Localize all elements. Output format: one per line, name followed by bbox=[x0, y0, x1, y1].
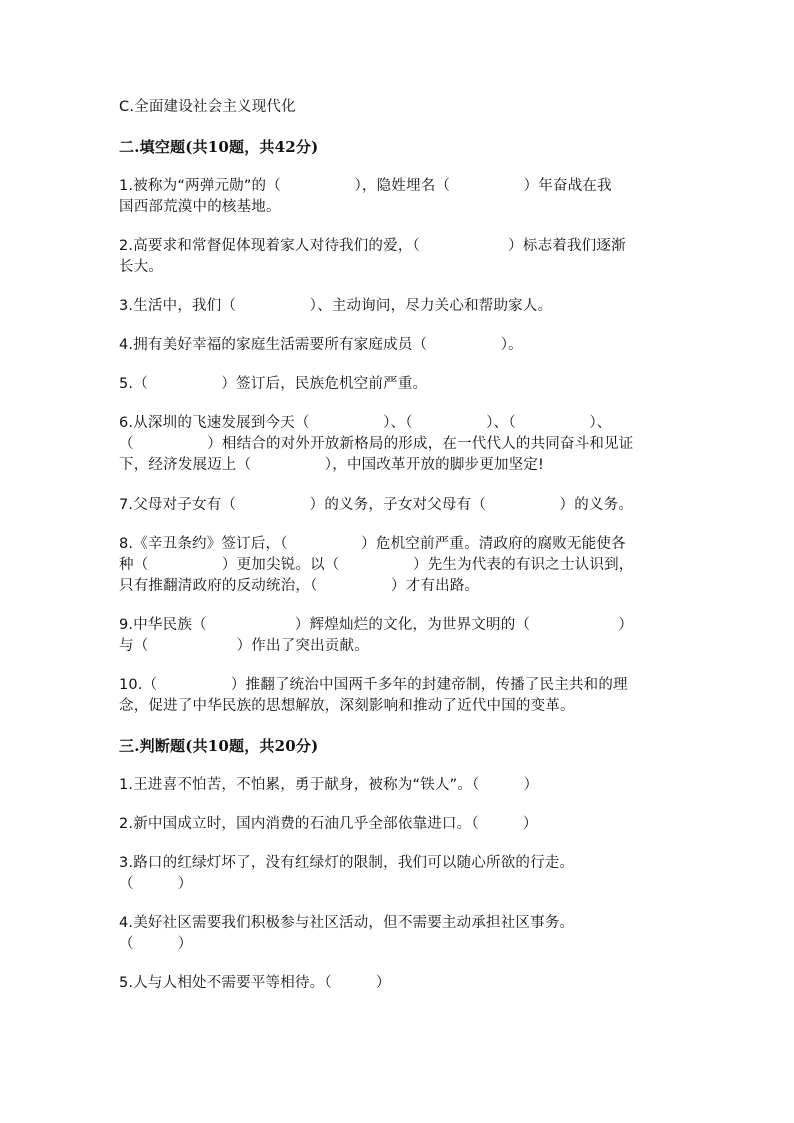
fill-q10-line1: 10.（ ）推翻了统治中国两千多年的封建帝制，传播了民主共和的理 bbox=[119, 677, 628, 693]
fill-q5: 5.（ ）签订后，民族危机空前严重。 bbox=[119, 376, 428, 392]
judge-q1: 1.王进喜不怕苦，不怕累，勇于献身，被称为“铁人”。（ ） bbox=[119, 777, 539, 793]
fill-q8-line3: 只有推翻清政府的反动统治，（ ）才有出路。 bbox=[119, 578, 480, 594]
fill-q1-line2: 国西部荒漠中的核基地。 bbox=[119, 199, 281, 215]
fill-q9-line2: 与（ ）作出了突出贡献。 bbox=[119, 638, 369, 654]
judge-q4-line2: （ ） bbox=[119, 936, 193, 952]
fill-q6-line2: （ ）相结合的对外开放新格局的形成，在一代代人的共同奋斗和见证 bbox=[119, 436, 634, 452]
fill-q3: 3.生活中，我们（ ）、主动询问，尽力关心和帮助家人。 bbox=[119, 298, 553, 314]
fill-q2-line2: 长大。 bbox=[119, 259, 164, 275]
fill-q2-line1: 2.高要求和常督促体现着家人对待我们的爱，（ ）标志着我们逐渐 bbox=[119, 238, 626, 254]
fill-q10-line2: 念，促进了中华民族的思想解放，深刻影响和推动了近代中国的变革。 bbox=[119, 698, 575, 714]
fill-q6-line1: 6.从深圳的飞速发展到今天（ ）、（ ）、（ ）、 bbox=[119, 415, 612, 431]
fill-q6-line3: 下，经济发展迈上（ ），中国改革开放的脚步更加坚定! bbox=[119, 457, 545, 473]
judge-q3-line2: （ ） bbox=[119, 876, 193, 892]
section-2-heading: 二.填空题(共10题，共42分) bbox=[119, 138, 319, 156]
fill-q8-line2: 种（ ）更加尖锐。以（ ）先生为代表的有识之士认识到， bbox=[119, 557, 634, 573]
fill-q4: 4.拥有美好幸福的家庭生活需要所有家庭成员（ ）。 bbox=[119, 337, 523, 353]
judge-q2: 2.新中国成立时，国内消费的石油几乎全部依靠进口。（ ） bbox=[119, 816, 538, 832]
judge-q5: 5.人与人相处不需要平等相待。（ ） bbox=[119, 975, 391, 991]
fill-q8-line1: 8.《辛丑条约》签订后，（ ）危机空前严重。清政府的腐败无能使各 bbox=[119, 536, 626, 552]
judge-q4-line1: 4.美好社区需要我们积极参与社区活动，但不需要主动承担社区事务。 bbox=[119, 915, 575, 931]
fill-q1-line1: 1.被称为“两弹元勋”的（ ），隐姓埋名（ ）年奋战在我 bbox=[119, 178, 612, 194]
option-c: C.全面建设社会主义现代化 bbox=[119, 99, 296, 115]
section-3-heading: 三.判断题(共10题，共20分) bbox=[119, 737, 319, 755]
judge-q3-line1: 3.路口的红绿灯坏了，没有红绿灯的限制，我们可以随心所欲的行走。 bbox=[119, 855, 575, 871]
fill-q9-line1: 9.中华民族（ ）辉煌灿烂的文化，为世界文明的（ ） bbox=[119, 617, 634, 633]
fill-q7: 7.父母对子女有（ ）的义务，子女对父母有（ ）的义务。 bbox=[119, 497, 634, 513]
